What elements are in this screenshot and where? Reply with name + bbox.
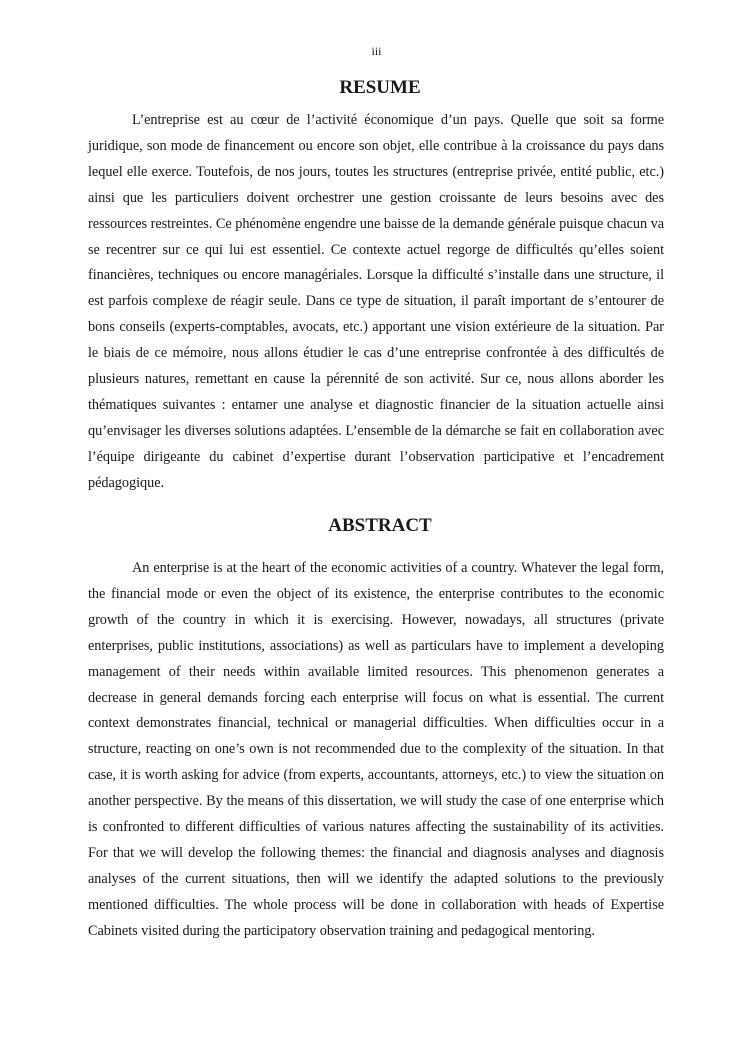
abstract-section	[88, 514, 664, 945]
abstract-heading: ABSTRACT	[328, 515, 432, 536]
resume-heading: RESUME	[339, 77, 421, 98]
page-number: iii	[371, 44, 382, 58]
abstract-paragraph: An enterprise is at the heart of the economic activities of a country. Whatever the legal form, the financial mode or even the object of its existence, the enterprise contributes to the economic growth of the country in which it is exercising. However, nowadays, all structures (private enterprises, public institutions, associations) as well as particulars have to implement a developing management of their needs within available limited resources. This phenomenon generates a decrease in general demands forcing each enterprise will focus on what is essential. The current context demonstrates financial, technical or managerial difficulties. When difficulties occur in a structure, reacting on one’s own is not recommended due to the complexity of the situation. In that case, it is worth asking for advice (from experts, accountants, attorneys, etc.) to view the situation on another perspective. By the means of this dissertation, we will study the case of one enterprise which is confronted to different difficulties of various natures affecting the sustainability of its activities. For that we will develop the following themes: the financial and diagnosis analyses and diagnosis analyses of the current situations, then will we identify the adapted solutions to the previously mentioned difficulties. The whole process will be done in collaboration with heads of Expertise Cabinets visited during the participatory observation training and pedagogical mentoring.	[88, 560, 664, 939]
resume-section	[88, 76, 664, 497]
resume-paragraph: L’entreprise est au cœur de l’activité économique d’un pays. Quelle que soit sa forme juridique, son mode de financement ou encore son objet, elle contribue à la croissance du pays dans lequel elle exerce. Toutefois, de nos jours, toutes les structures (entreprise privée, entité public, etc.) ainsi que les particuliers doivent orchestrer une gestion croissante de leurs besoins avec des ressources restreintes. Ce phénomène engendre une baisse de la demande générale puisque chacun va se recentrer sur ce qui lui est essentiel. Ce contexte actuel regorge de difficultés qu’elles soient financières, techniques ou encore managériales. Lorsque la difficulté s’installe dans une structure, il est parfois complexe de réagir seule. Dans ce type de situation, il paraît important de s’entourer de bons conseils (experts-comptables, avocats, etc.) apportant une vision extérieure de la situation. Par le biais de ce mémoire, nous allons étudier le cas d’une entreprise confrontée à des difficultés de plusieurs natures, remettant en cause la pérennité de son activité. Sur ce, nous allons aborder les thématiques suivantes : entamer une analyse et diagnostic financier de la situation actuelle ainsi qu’envisager les diverses solutions adaptées. L’ensemble de la démarche se fait en collaboration avec l’équipe dirigeante du cabinet d’expertise durant l’observation participative et l’encadrement pédagogique.	[88, 112, 664, 491]
